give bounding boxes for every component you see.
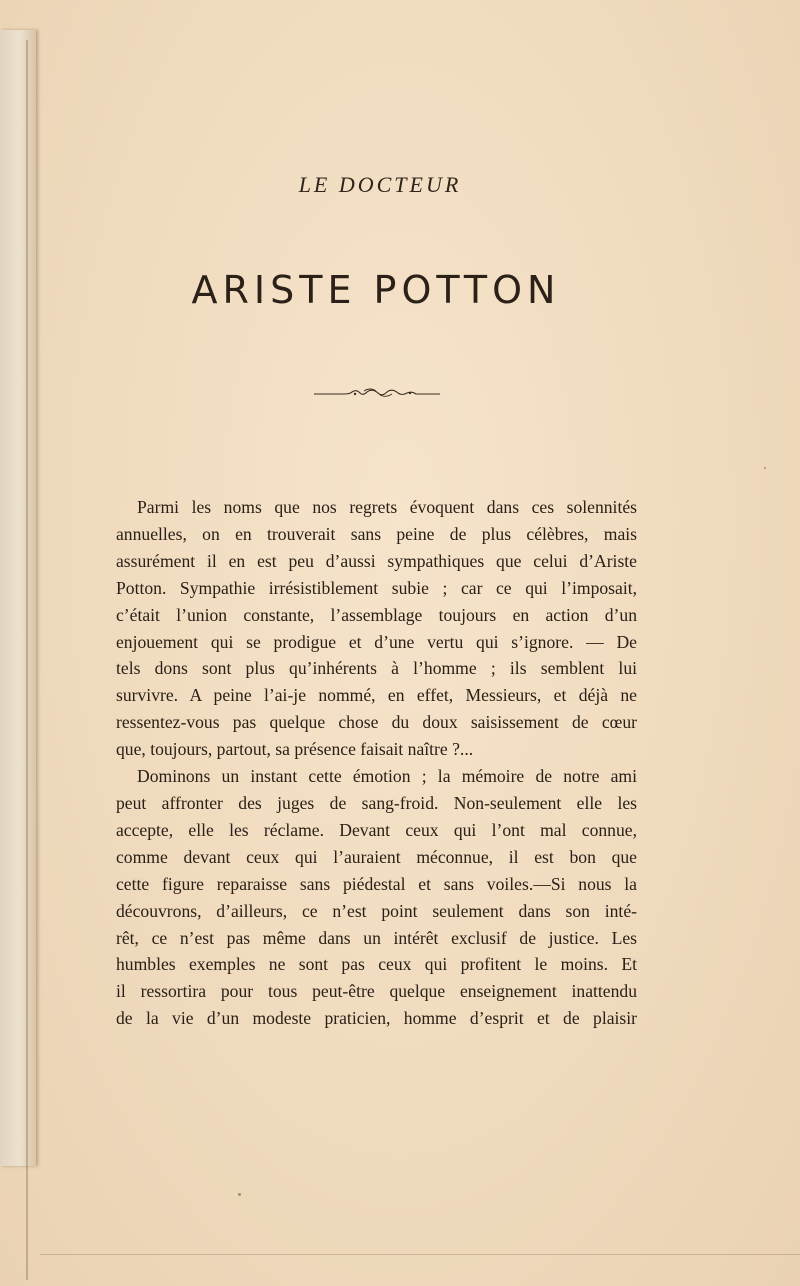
- paragraph-1: [116, 494, 637, 763]
- text-line: comme devant ceux qui l’auraient méconnue, il est bon que: [116, 846, 637, 867]
- paragraph-2: [116, 763, 637, 1032]
- paper-speck: [764, 467, 766, 469]
- text-line: survivre. A peine l’ai-je nommé, en effet, Messieurs, et déjà ne: [116, 685, 637, 706]
- chapter-title: ARISTE POTTON: [191, 268, 561, 312]
- text-line: c’était l’union constante, l’assemblage toujours en action d’un: [116, 604, 637, 625]
- body-text: [116, 494, 637, 1032]
- text-line: accepte, elle les réclame. Devant ceux qui l’ont mal connue,: [116, 819, 637, 840]
- text-line: Parmi les noms que nos regrets évoquent dans ces solennités: [137, 497, 637, 517]
- chapter-subtitle: LE DOCTEUR: [298, 172, 462, 197]
- text-line: ressentez-vous pas quelque chose du doux saisissement de cœur: [116, 712, 637, 733]
- text-line: humbles exemples ne sont pas ceux qui profitent le moins. Et: [116, 954, 637, 975]
- page-bottom-rule: [40, 1254, 800, 1255]
- text-line: assurément il en est peu d’aussi sympathiques que celui d’Ariste: [116, 550, 637, 571]
- text-line: de la vie d’un modeste praticien, homme d’esprit et de plaisir: [116, 1008, 637, 1029]
- ornament-divider-icon: [312, 385, 442, 401]
- text-line: annuelles, on en trouverait sans peine de plus célèbres, mais: [116, 523, 637, 544]
- text-line: Dominons un instant cette émotion ; la mémoire de notre ami: [137, 766, 637, 787]
- text-line: enjouement qui se prodigue et d’une vertu qui s’ignore. — De: [116, 631, 637, 652]
- text-line: découvrons, d’ailleurs, ce n’est point seulement dans son inté-: [116, 900, 637, 921]
- text-line: peut affronter des juges de sang-froid. Non-seulement elle les: [116, 792, 637, 813]
- text-line: rêt, ce n’est pas même dans un intérêt exclusif de justice. Les: [116, 927, 637, 948]
- text-line: cette figure reparaisse sans piédestal et sans voiles.—Si nous la: [116, 873, 637, 894]
- text-line: il ressortira pour tous peut-être quelque enseignement inattendu: [116, 981, 637, 1002]
- binding-edge: [26, 40, 28, 1280]
- underlying-page-edge: [0, 30, 36, 1166]
- text-line: que, toujours, partout, sa présence faisait naître ?...: [116, 739, 474, 760]
- paper-speck: [238, 1193, 241, 1196]
- text-line: Potton. Sympathie irrésistiblement subie ; car ce qui l’imposait,: [116, 577, 637, 598]
- text-line: tels dons sont plus qu’inhérents à l’homme ; ils semblent lui: [116, 658, 637, 679]
